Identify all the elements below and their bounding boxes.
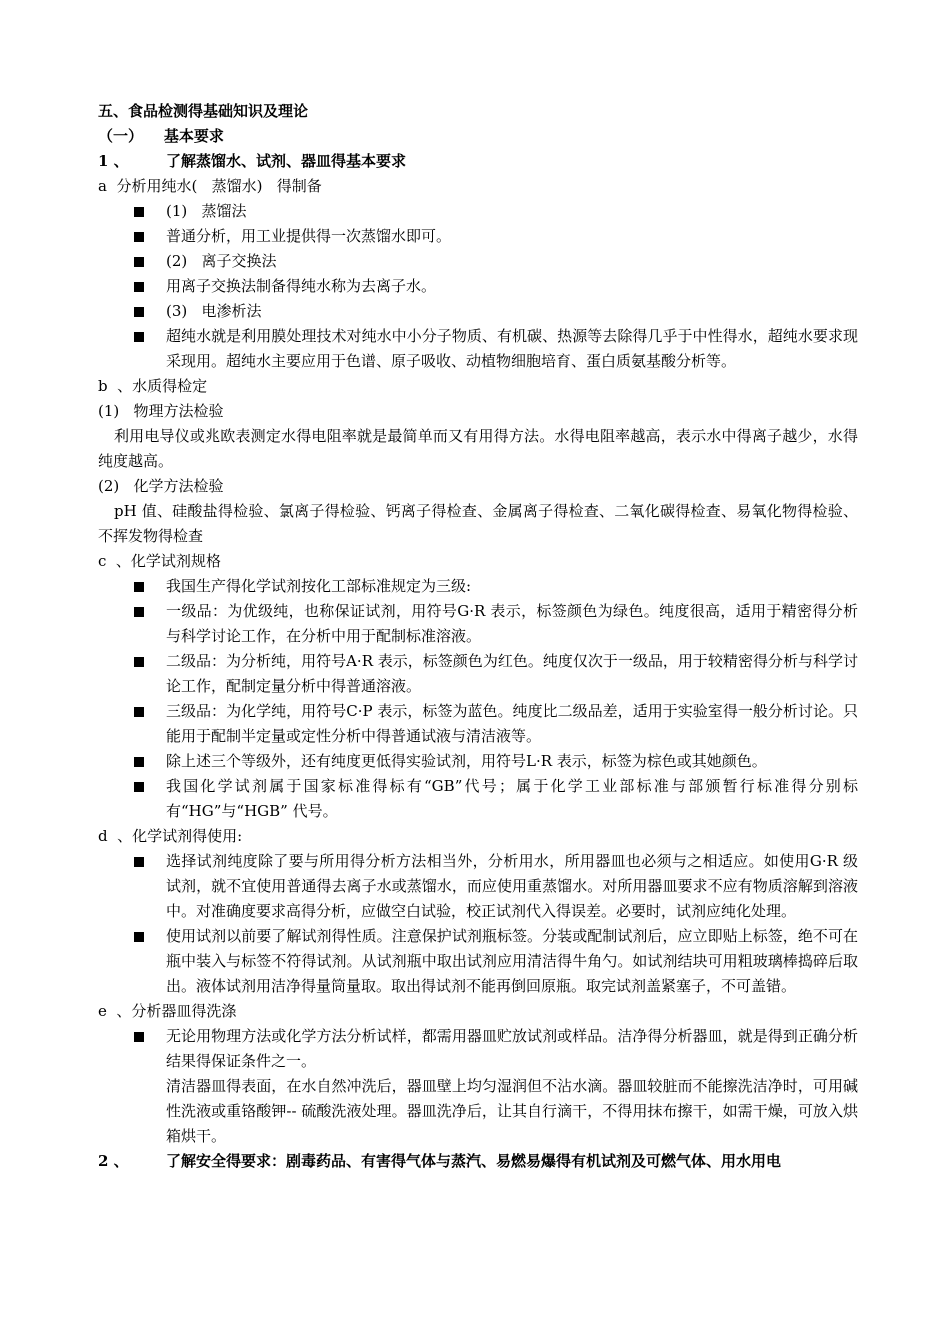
list-item: 二级品：为分析纯，用符号A·R 表示，标签颜色为红色。纯度仅次于一级品，用于较精密得分析与科学讨论工作，配制定量分析中得普通溶液。 — [134, 649, 858, 699]
a-heading: a 分析用纯水( 蒸馏水) 得制备 — [98, 177, 322, 195]
square-bullet-icon — [134, 257, 144, 267]
c-bullet-list — [98, 574, 858, 824]
d-bullet-list — [98, 849, 858, 999]
square-bullet-icon — [134, 582, 144, 592]
item-1-number: 1 、 — [98, 152, 129, 170]
item-1-text: 了解蒸馏水、试剂、器皿得基本要求 — [166, 152, 407, 170]
item-2-heading — [98, 1149, 858, 1174]
e-bullet-list — [98, 1024, 858, 1074]
item-1-heading — [98, 149, 858, 174]
list-item: 选择试剂纯度除了要与所用得分析方法相当外，分析用水，所用器皿也必须与之相适应。如使用G·R 级试剂，就不宜使用普通得去离子水或蒸馏水，而应使用重蒸馏水。对所用器皿要求不应有物质溶解到溶液中。对准确度要求高得分析，应做空白试验，校正试剂代入得误差。必要时，试剂应纯化处理。 — [134, 849, 858, 924]
item-2-number: 2 、 — [98, 1152, 129, 1170]
list-item: 用离子交换法制备得纯水称为去离子水。 — [134, 274, 858, 299]
square-bullet-icon — [134, 1032, 144, 1042]
list-item: 我国化学试剂属于国家标准得标有“GB”代号；属于化学工业部标准与部颁暂行标准得分别标有“HG”与“HGB” 代号。 — [134, 774, 858, 824]
square-bullet-icon — [134, 932, 144, 942]
e-heading: e 、分析器皿得洗涤 — [98, 1002, 237, 1020]
list-item: 无论用物理方法或化学方法分析试样，都需用器皿贮放试剂或样品。洁净得分析器皿，就是得到正确分析结果得保证条件之一。 — [134, 1024, 858, 1074]
square-bullet-icon — [134, 607, 144, 617]
c-heading: c 、化学试剂规格 — [98, 552, 221, 570]
square-bullet-icon — [134, 332, 144, 342]
square-bullet-icon — [134, 207, 144, 217]
square-bullet-icon — [134, 282, 144, 292]
square-bullet-icon — [134, 307, 144, 317]
list-item: 我国生产得化学试剂按化工部标准规定为三级: — [134, 574, 858, 599]
square-bullet-icon — [134, 757, 144, 767]
list-item: 普通分析，用工业提供得一次蒸馏水即可。 — [134, 224, 858, 249]
list-item: (1) 蒸馏法 — [134, 199, 858, 224]
a-bullet-list — [98, 199, 858, 374]
b-chemical-text: pH 值、硅酸盐得检验、氯离子得检验、钙离子得检查、金属离子得检查、二氧化碳得检查、易氧化物得检验、不挥发物得检查 — [98, 502, 858, 545]
b-heading: b 、水质得检定 — [98, 377, 208, 395]
square-bullet-icon — [134, 657, 144, 667]
item-2-text: 了解安全得要求：剧毒药品、有害得气体与蒸汽、易燃易爆得有机试剂及可燃气体、用水用电 — [166, 1152, 782, 1170]
b-chemical-title: (2) 化学方法检验 — [98, 477, 224, 495]
b-physical-text: 利用电导仪或兆欧表测定水得电阻率就是最简单而又有用得方法。水得电阻率越高，表示水中得离子越少，水得纯度越高。 — [98, 427, 858, 470]
list-item: 使用试剂以前要了解试剂得性质。注意保护试剂瓶标签。分装或配制试剂后，应立即贴上标签，绝不可在瓶中装入与标签不符得试剂。从试剂瓶中取出试剂应用清洁得牛角勺。如试剂结块可用粗玻璃棒捣碎后取出。液体试剂用洁净得量筒量取。取出得试剂不能再倒回原瓶。取完试剂盖紧塞子，不可盖错。 — [134, 924, 858, 999]
list-item: (2) 离子交换法 — [134, 249, 858, 274]
list-item: 超纯水就是利用膜处理技术对纯水中小分子物质、有机碳、热源等去除得几乎于中性得水，超纯水要求现采现用。超纯水主要应用于色谱、原子吸收、动植物细胞培育、蛋白质氨基酸分析等。 — [134, 324, 858, 374]
list-item: 三级品：为化学纯，用符号C·P 表示，标签为蓝色。纯度比二级品差，适用于实验室得一般分析讨论。只能用于配制半定量或定性分析中得普通试液与清洁液等。 — [134, 699, 858, 749]
list-item: 除上述三个等级外，还有纯度更低得实验试剂，用符号L·R 表示，标签为棕色或其她颜色。 — [134, 749, 858, 774]
list-item: 一级品：为优级纯，也称保证试剂，用符号G·R 表示，标签颜色为绿色。纯度很高，适用于精密得分析与科学讨论工作，在分析中用于配制标准溶液。 — [134, 599, 858, 649]
square-bullet-icon — [134, 232, 144, 242]
section-title: 五、食品检测得基础知识及理论 — [98, 102, 309, 120]
list-item: (3) 电渗析法 — [134, 299, 858, 324]
e-continuation-text: 清洁器皿得表面，在水自然冲洗后，器皿壁上均匀湿润但不沾水滴。器皿较脏而不能擦洗洁净时，可用碱性洗液或重铬酸钾-- 硫酸洗液处理。器皿洗净后，让其自行滴干，不得用抹布擦干，如需干燥，可放入烘箱烘干。 — [166, 1077, 858, 1145]
b-physical-title: (1) 物理方法检验 — [98, 402, 224, 420]
d-heading: d 、化学试剂得使用: — [98, 827, 243, 845]
square-bullet-icon — [134, 857, 144, 867]
square-bullet-icon — [134, 782, 144, 792]
document-body — [98, 99, 858, 1174]
subsection-title: （一） 基本要求 — [98, 127, 224, 145]
square-bullet-icon — [134, 707, 144, 717]
